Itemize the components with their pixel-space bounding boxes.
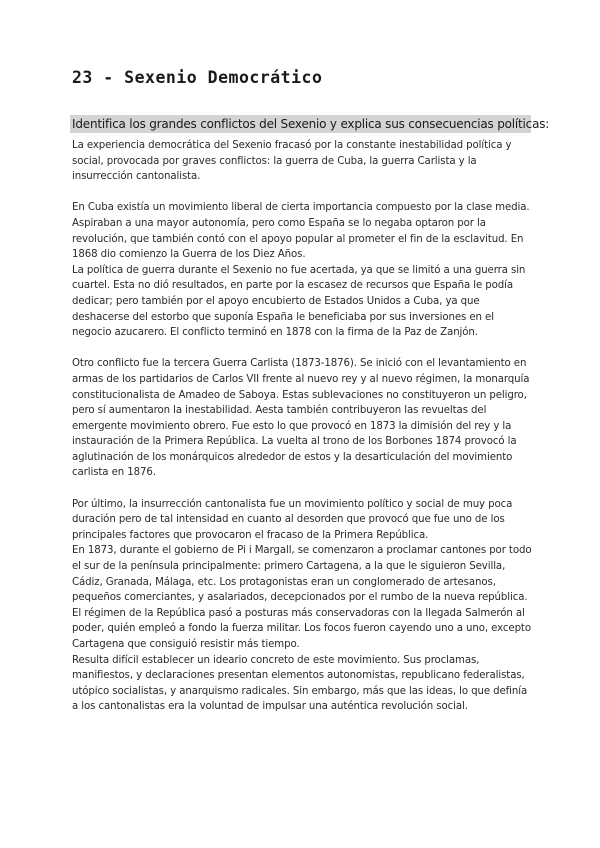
paragraph-gap [72,341,532,357]
paragraph-cuba: En Cuba existía un movimiento liberal de cierta importancia compuesto por la clase media. Aspiraban a una mayor autonomía, pero como España se lo negaba optaron por la revolución, que también contó con el apoyo popular al prometer el fin de la esclavitud. En 1868 dio comienzo la Guerra de los Diez Años. [72,202,530,261]
paragraph-cantonalist: Por último, la insurrección cantonalista fue un movimiento político y social de muy poca duración pero de tal intensidad en cuanto al desorden que provocó que fue uno de los principales factores que provocaron el fracaso de la Primera República. [72,498,513,541]
paragraph-intro: La experiencia democrática del Sexenio fracasó por la constante inestabilidad política y social, provocada por graves conflictos: la guerra de Cuba, la guerra Carlista y la insurrección cantonalista. [72,140,512,183]
paragraph-carlist-war: Otro conflicto fue la tercera Guerra Carlista (1873-1876). Se inició con el levantamiento en armas de los partidarios de Carlos VII frente al nuevo rey y al nuevo régimen, la monarquía constitucionalista de Amadeo de Saboya. Estas sublevaciones no constituyeron un peligro, pero sí aumentaron la inestabilidad. Aesta también contribuyeron las revueltas del emergente movimiento obrero. Fue esto lo que provocó en 1873 la dimisión del rey y la instauración de la Primera República. La vuelta al trono de los Borbones 1874 provocó la aglutinación de los monárquicos alrededor de estos y la desarticulación del movimiento carlista en 1876. [72,358,530,479]
document-body [72,138,532,715]
paragraph-cantonalist-1873: En 1873, durante el gobierno de Pi i Margall, se comenzaron a proclamar cantones por todo el sur de la península principalmente: primero Cartagena, a la que le siguieron Sevilla, Cádiz, Granada, Málaga, etc. Los protagonistas eran un conglomerado de artesanos, pequeños comerciantes, y asalariados, decepcionados por el rumbo de la nueva república. El régimen de la República pasó a posturas más conservadoras con la llegada Salmerón al poder, quién empleó a fondo la fuerza militar. Los focos fueron cayendo uno a uno, excepto Cartagena que consiguió resistir más tiempo. [72,545,532,650]
question-heading: Identifica los grandes conflictos del Sexenio y explica sus consecuencias políticas: [72,117,550,131]
paragraph-cantonalist-ideology: Resulta difícil establecer un ideario concreto de este movimiento. Sus proclamas, manifiestos, y declaraciones presentan elementos autonomistas, republicano federalistas, utópico socialistas, y anarquismo radicales. Sin embargo, más que las ideas, lo que definía a los cantonalistas era la voluntad de impulsar una auténtica revolución social. [72,654,528,713]
page-title: 23 - Sexenio Democrático [72,68,323,87]
paragraph-cuba-war-policy: La política de guerra durante el Sexenio no fue acertada, ya que se limitó a una guerra sin cuartel. Esta no dió resultados, en parte por la escasez de recursos que España le podía dedicar; pero también por el apoyo encubierto de Estados Unidos a Cuba, ya que deshacerse del estorbo que suponía España le beneficiaba por sus inversiones en el negocio azucarero. El conflicto terminó en 1878 con la firma de la Paz de Zanjón. [72,264,526,339]
paragraph-gap [72,481,532,497]
paragraph-gap [72,185,532,201]
